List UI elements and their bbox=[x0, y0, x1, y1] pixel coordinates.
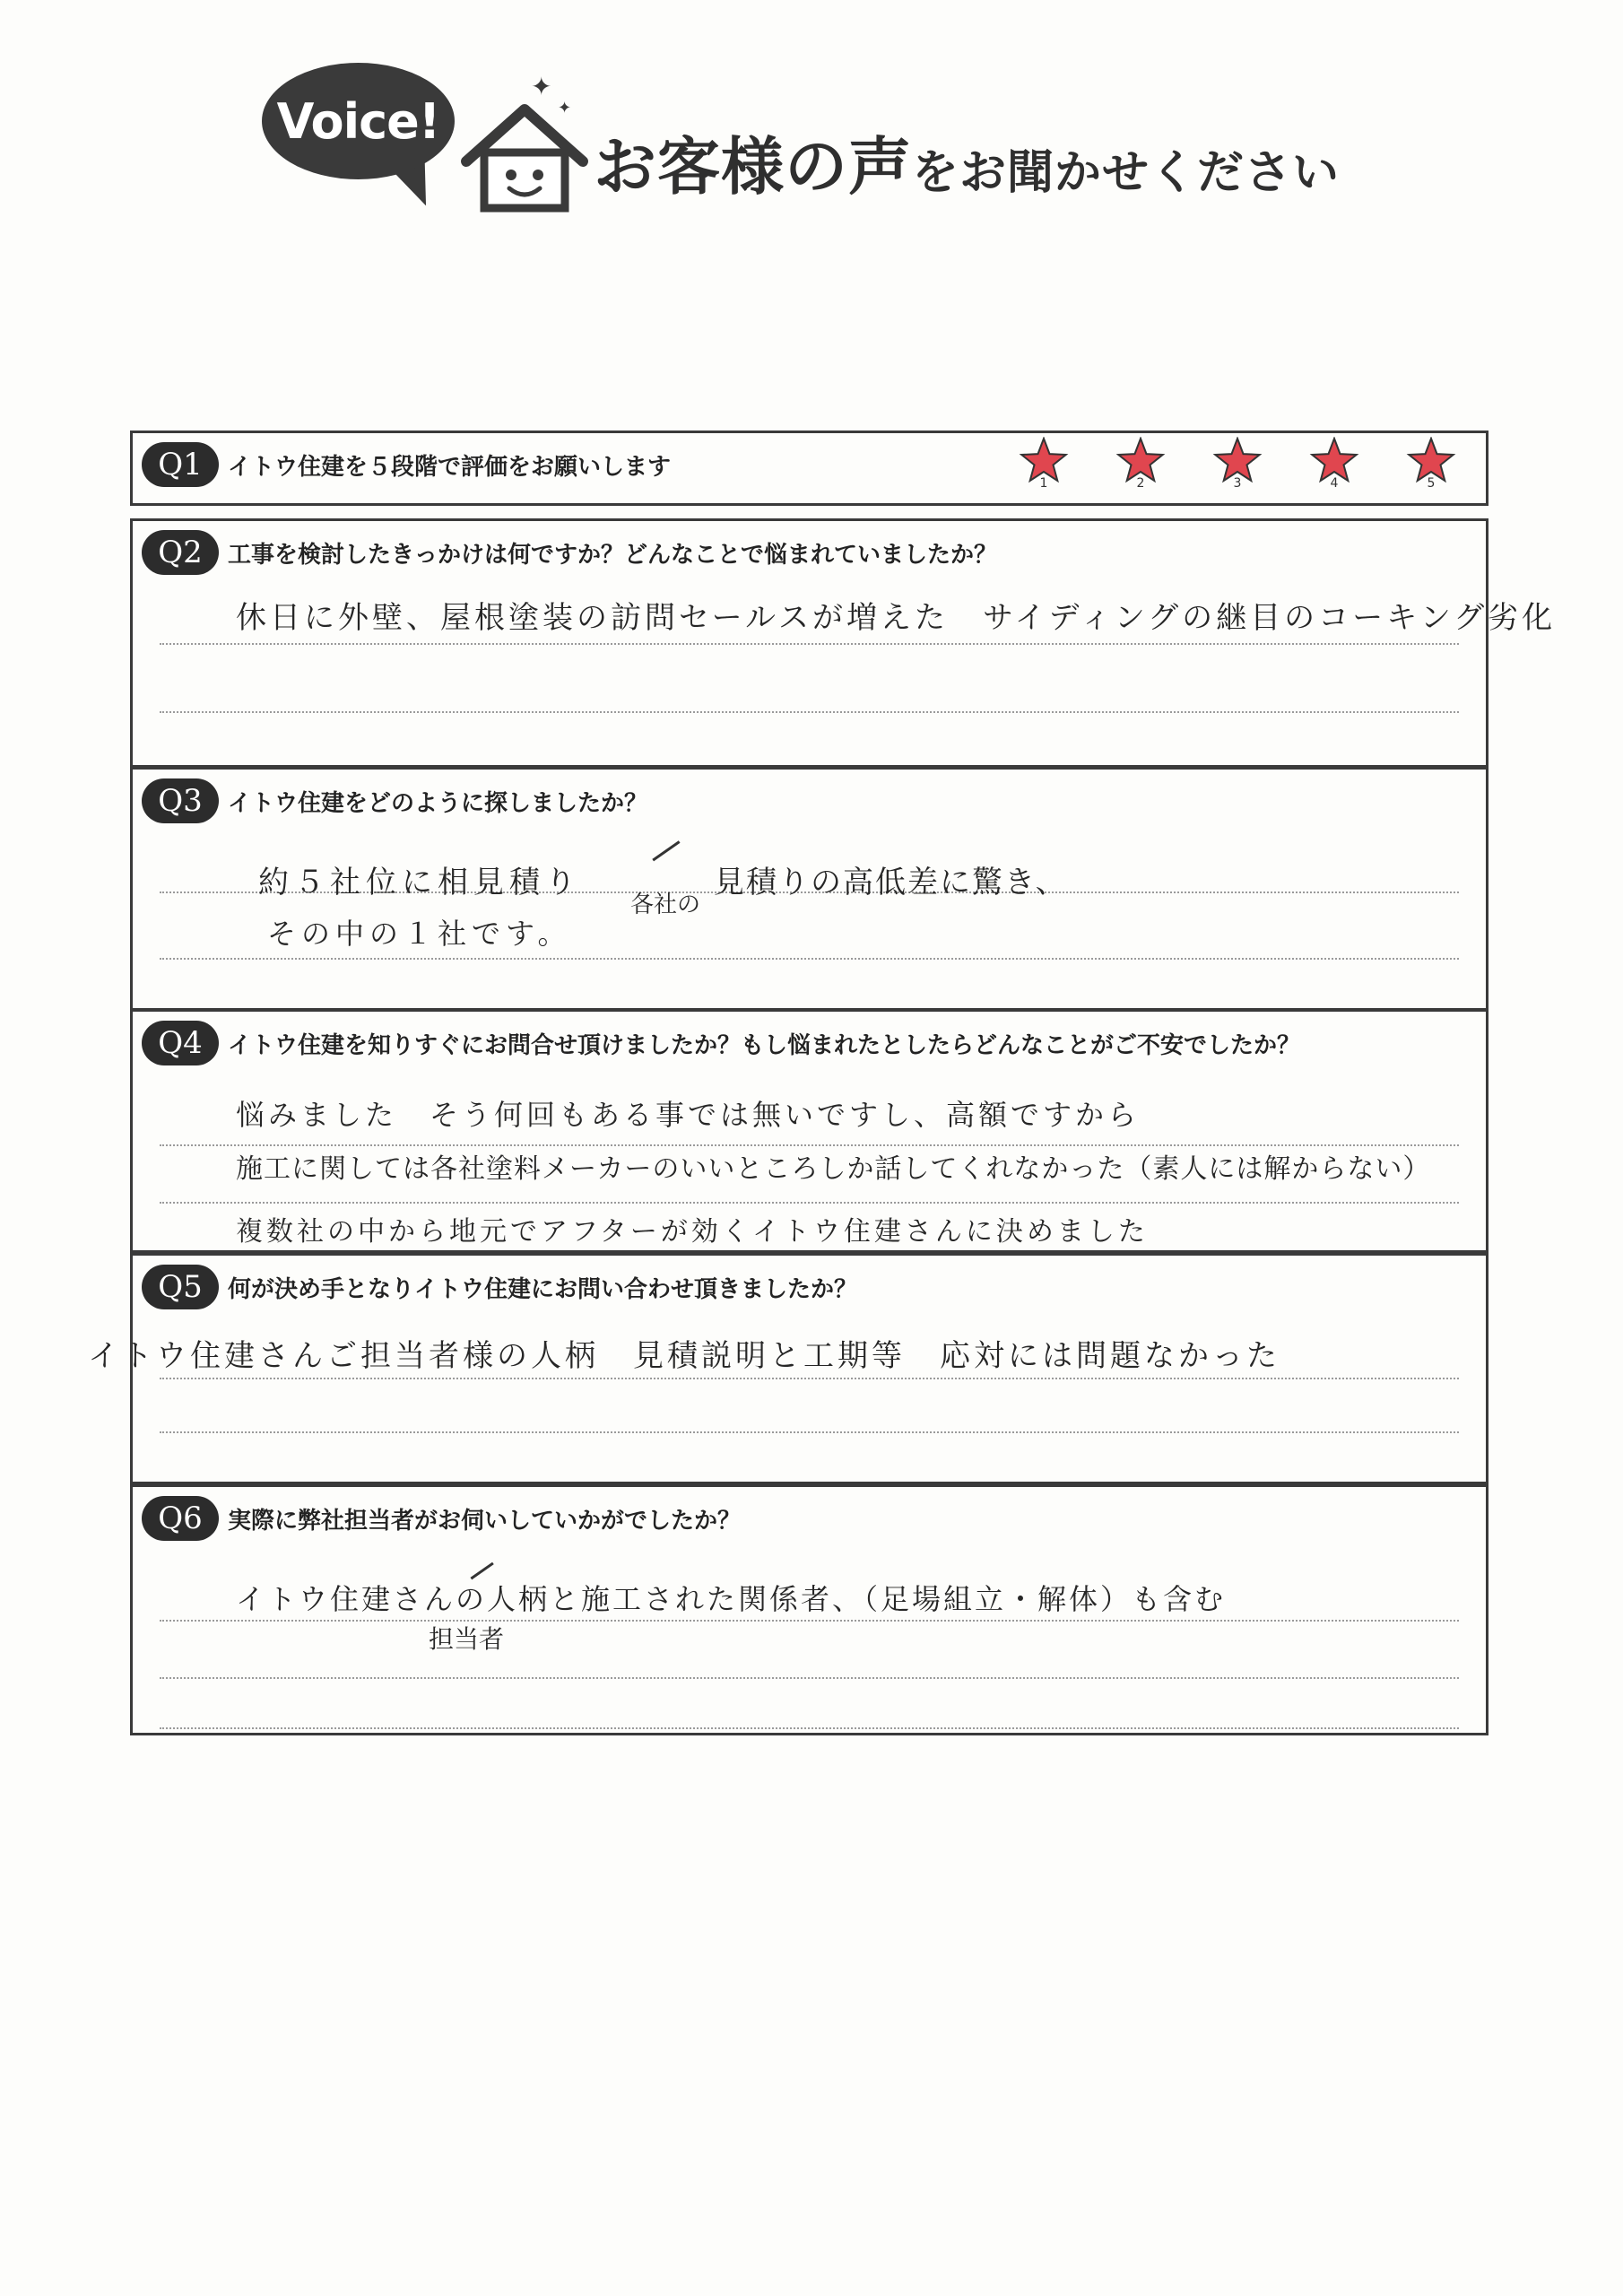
answer-rule bbox=[160, 1202, 1459, 1204]
question-text: 工事を検討したきっかけは何ですか？どんなことで悩まれていましたか？ bbox=[228, 541, 998, 569]
title-main: お客様の声 bbox=[594, 130, 912, 204]
question-text: イトウ住建を５段階で評価をお願いします bbox=[228, 453, 672, 481]
question-text: イトウ住建をどのように探しましたか？ bbox=[228, 789, 648, 817]
question-header bbox=[142, 777, 647, 825]
question-badge: Q3 bbox=[142, 778, 219, 823]
header bbox=[262, 63, 1392, 224]
question-badge: Q5 bbox=[142, 1265, 219, 1309]
answer-rule bbox=[160, 711, 1459, 713]
answer-line: 見積りの高低差に驚き、 bbox=[714, 865, 1068, 900]
question-header bbox=[142, 440, 671, 489]
question-box-q5 bbox=[88, 1253, 1488, 1484]
answer-line: 複数社の中から地元でアフターが効くイトウ住建さんに決めました bbox=[236, 1216, 1149, 1248]
answer-line: 施工に関しては各社塗料メーカーのいいところしか話してくれなかった（素人には解からない） bbox=[236, 1153, 1431, 1185]
question-text: 実際に弊社担当者がお伺いしていかがでしたか？ bbox=[228, 1507, 742, 1535]
answer-rule bbox=[160, 958, 1459, 960]
answer-insert: 担当者 bbox=[429, 1624, 505, 1654]
star-number: 4 bbox=[1330, 476, 1339, 491]
question-badge: Q4 bbox=[142, 1021, 219, 1065]
star-number: 5 bbox=[1427, 476, 1436, 491]
title-sub: をお聞かせください bbox=[912, 146, 1341, 200]
sparkle-icon: ✦ bbox=[558, 99, 572, 117]
smiling-house-icon bbox=[457, 99, 592, 215]
question-box-q1 bbox=[130, 430, 1488, 506]
answer-rule bbox=[160, 643, 1459, 645]
answer-rule bbox=[160, 1677, 1459, 1679]
star-number: 1 bbox=[1039, 476, 1048, 491]
answer-line: 休日に外壁、屋根塗装の訪問セールスが増えた サイディングの継目のコーキング劣化 bbox=[236, 600, 1557, 636]
question-badge: Q1 bbox=[142, 442, 219, 487]
answer-line: イトウ住建さんご担当者様の人柄 見積説明と工期等 応対には問題なかった bbox=[88, 1338, 1280, 1374]
question-box-q4 bbox=[130, 1009, 1488, 1253]
star-rating bbox=[1019, 437, 1476, 492]
question-text: 何が決め手となりイトウ住建にお問い合わせ頂きましたか？ bbox=[228, 1275, 858, 1303]
question-header bbox=[142, 1019, 1300, 1067]
question-box-q3 bbox=[130, 767, 1488, 1011]
answer-insert: 各社の bbox=[630, 891, 701, 918]
sparkle-icon: ✦ bbox=[531, 72, 552, 101]
star-number: 3 bbox=[1233, 476, 1242, 491]
answer-rule bbox=[160, 1620, 1459, 1622]
question-badge: Q2 bbox=[142, 530, 219, 575]
answer-rule bbox=[160, 1431, 1459, 1433]
answer-line: 約５社位に相見積り bbox=[258, 865, 581, 900]
answer-line: その中の１社です。 bbox=[267, 917, 572, 951]
voice-speech-bubble: Voice! bbox=[262, 63, 455, 179]
page-title bbox=[594, 117, 1340, 207]
answer-line: 悩みました そう何回もある事では無いですし、高額ですから bbox=[236, 1098, 1141, 1132]
answer-rule bbox=[160, 1378, 1459, 1379]
star-number: 2 bbox=[1136, 476, 1145, 491]
answer-line: イトウ住建さんの人柄と施工された関係者、（足場組立・解体）も含む bbox=[236, 1582, 1227, 1616]
question-header bbox=[142, 528, 997, 577]
question-header bbox=[142, 1263, 857, 1311]
question-box-q2 bbox=[130, 518, 1557, 768]
question-box-q6 bbox=[130, 1484, 1488, 1735]
question-text: イトウ住建を知りすぐにお問合せ頂けましたか？もし悩まれたとしたらどんなことがご不安でしたか？ bbox=[228, 1031, 1301, 1059]
question-header bbox=[142, 1494, 741, 1543]
question-badge: Q6 bbox=[142, 1496, 219, 1541]
answer-rule bbox=[160, 1727, 1459, 1729]
